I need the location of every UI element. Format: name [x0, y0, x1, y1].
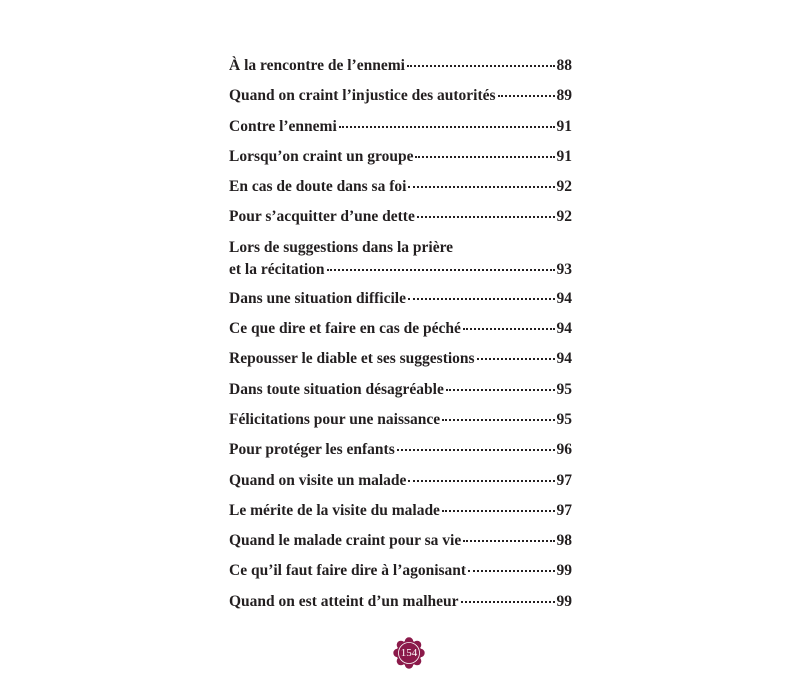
dot-leader: [461, 601, 555, 603]
toc-entry[interactable]: [229, 318, 572, 340]
toc-entry[interactable]: [229, 288, 572, 310]
toc-entry-title: Quand on visite un malade: [229, 471, 407, 489]
dot-leader: [498, 95, 555, 97]
dot-leader: [446, 389, 555, 391]
toc-entry-page: 99: [556, 562, 572, 580]
toc-entry-page: 95: [556, 380, 572, 398]
toc-entry-title: En cas de doute dans sa foi: [229, 178, 407, 196]
toc-entry-title: Repousser le diable et ses suggestions: [229, 350, 475, 368]
toc-entry-page: 99: [556, 592, 572, 610]
toc-entry-title: Quand le malade craint pour sa vie: [229, 532, 462, 550]
page-number: 154: [400, 647, 418, 659]
dot-leader: [415, 156, 554, 158]
dot-leader: [339, 126, 555, 128]
dot-leader: [442, 510, 555, 512]
toc-entry[interactable]: [229, 560, 572, 582]
toc-entry-page: 94: [556, 320, 572, 338]
dot-leader: [463, 328, 555, 330]
toc-entry[interactable]: [229, 439, 572, 461]
dot-leader: [408, 480, 554, 482]
toc-entry[interactable]: [229, 591, 572, 613]
toc-entry-page: 92: [556, 178, 572, 196]
toc-entry-page: 88: [556, 57, 572, 74]
toc-entry-title: Quand on est atteint d’un malheur: [229, 592, 459, 610]
dot-leader: [408, 186, 554, 188]
dot-leader: [327, 269, 555, 271]
toc-entry-title: Pour protéger les enfants: [229, 441, 395, 459]
toc-entry-page: 96: [556, 441, 572, 459]
toc-entry-page: 94: [556, 350, 572, 368]
dot-leader: [468, 570, 554, 572]
toc-entry-page: 94: [556, 289, 572, 307]
toc-entry-title: Ce qu’il faut faire dire à l’agonisant: [229, 562, 467, 580]
page-number-badge: [392, 636, 426, 670]
dot-leader: [442, 419, 554, 421]
toc-entry-page: 89: [556, 87, 572, 105]
toc-entry-page: 93: [556, 260, 572, 278]
toc-entry[interactable]: [229, 85, 572, 107]
toc-entry-title: Contre l’ennemi: [229, 117, 337, 135]
toc-entry[interactable]: [229, 55, 572, 77]
toc-entry[interactable]: [229, 146, 572, 168]
toc-entry[interactable]: [229, 409, 572, 431]
toc-entry-page: 91: [556, 147, 572, 165]
toc-entry[interactable]: [229, 176, 572, 198]
toc-entry-page: 97: [556, 501, 572, 519]
toc-entry-title: Dans une situation difficile: [229, 289, 406, 307]
toc-entry[interactable]: [229, 116, 572, 138]
toc-entry-title: À la rencontre de l’ennemi: [229, 57, 405, 74]
dot-leader: [463, 540, 554, 542]
toc-entry-title: Dans toute situation désagréable: [229, 380, 444, 398]
toc-entry-title: Pour s’acquitter d’une dette: [229, 208, 415, 226]
toc-entry[interactable]: [229, 206, 572, 228]
toc-entry[interactable]: [229, 348, 572, 370]
toc-entry-page: 95: [556, 410, 572, 428]
toc-entry-title: Le mérite de la visite du malade: [229, 501, 440, 519]
toc-entry-page: 92: [556, 208, 572, 226]
toc-entry[interactable]: [229, 470, 572, 492]
table-of-contents: [229, 55, 572, 621]
toc-entry[interactable]: [229, 530, 572, 552]
toc-entry-title: et la récitation: [229, 260, 325, 278]
toc-entry-page: 97: [556, 471, 572, 489]
dot-leader: [408, 298, 555, 300]
toc-entry-title: Quand on craint l’injustice des autorités: [229, 87, 496, 105]
toc-entry-title: Ce que dire et faire en cas de péché: [229, 320, 461, 338]
toc-entry[interactable]: [229, 379, 572, 401]
toc-entry[interactable]: [229, 500, 572, 522]
toc-entry-page: 98: [556, 532, 572, 550]
dot-leader: [477, 358, 555, 360]
toc-entry-title-line1: Lors de suggestions dans la prière: [229, 238, 454, 256]
dot-leader: [407, 65, 555, 67]
toc-entry[interactable]: [229, 237, 572, 281]
dot-leader: [397, 449, 555, 451]
toc-entry-title: Lorsqu’on craint un groupe: [229, 147, 414, 165]
toc-entry-title: Félicitations pour une naissance: [229, 410, 441, 428]
dot-leader: [417, 216, 555, 218]
toc-entry-page: 91: [556, 117, 572, 135]
